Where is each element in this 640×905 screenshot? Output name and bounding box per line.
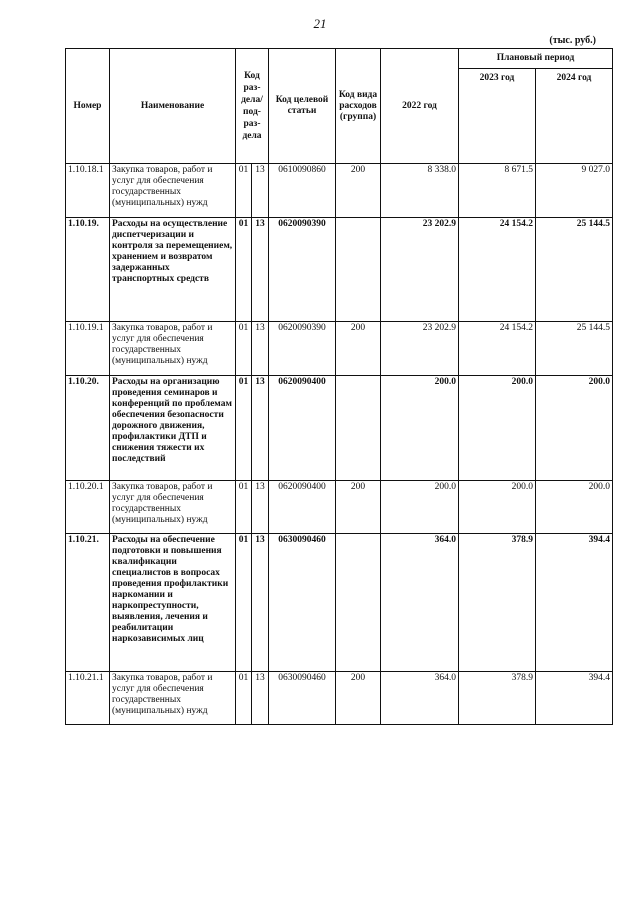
row-expense-type: 200 xyxy=(336,481,381,534)
row-target-article: 0620090400 xyxy=(269,376,336,481)
row-podrazdel: 13 xyxy=(252,376,269,481)
row-value-2024: 25 144.5 xyxy=(536,322,613,376)
header-name: Наименование xyxy=(110,49,236,164)
row-expense-type xyxy=(336,534,381,672)
row-podrazdel: 13 xyxy=(252,218,269,322)
row-value-2024: 394.4 xyxy=(536,534,613,672)
row-expense-type xyxy=(336,218,381,322)
table-row xyxy=(66,218,613,322)
row-name: Расходы на обеспечение подготовки и повышения квалификации специалистов в вопросах проведения профилактики наркомании и наркопреступности, выявления, лечения и реабилитации наркозависимых лиц xyxy=(110,534,236,672)
row-razdel: 01 xyxy=(236,322,252,376)
row-number: 1.10.21.1 xyxy=(66,672,110,725)
row-value-2023: 200.0 xyxy=(459,376,536,481)
row-value-2024: 25 144.5 xyxy=(536,218,613,322)
table-row xyxy=(66,534,613,672)
table-row xyxy=(66,376,613,481)
row-name: Расходы на организацию проведения семинаров и конференций по проблемам обеспечения безопасности дорожного движения, профилактики ДТП и снижения тяжести их последствий xyxy=(110,376,236,481)
row-value-2024: 200.0 xyxy=(536,481,613,534)
row-number: 1.10.18.1 xyxy=(66,164,110,218)
row-name: Закупка товаров, работ и услуг для обеспечения государственных (муниципальных) нужд xyxy=(110,164,236,218)
row-value-2024: 200.0 xyxy=(536,376,613,481)
header-plan-period: Плановый период xyxy=(459,49,613,69)
row-podrazdel: 13 xyxy=(252,672,269,725)
row-podrazdel: 13 xyxy=(252,481,269,534)
row-value-2022: 364.0 xyxy=(381,534,459,672)
row-value-2022: 8 338.0 xyxy=(381,164,459,218)
row-target-article: 0610090860 xyxy=(269,164,336,218)
row-value-2022: 364.0 xyxy=(381,672,459,725)
row-value-2022: 23 202.9 xyxy=(381,322,459,376)
row-target-article: 0630090460 xyxy=(269,534,336,672)
row-expense-type: 200 xyxy=(336,164,381,218)
header-number: Номер xyxy=(66,49,110,164)
row-number: 1.10.20. xyxy=(66,376,110,481)
row-razdel: 01 xyxy=(236,481,252,534)
row-value-2024: 394.4 xyxy=(536,672,613,725)
row-value-2023: 8 671.5 xyxy=(459,164,536,218)
row-number: 1.10.21. xyxy=(66,534,110,672)
row-razdel: 01 xyxy=(236,376,252,481)
page-number: 21 xyxy=(313,16,327,31)
row-razdel: 01 xyxy=(236,164,252,218)
header-2022: 2022 год xyxy=(381,49,459,164)
table-row xyxy=(66,672,613,725)
row-razdel: 01 xyxy=(236,218,252,322)
budget-table xyxy=(65,48,613,725)
table-row xyxy=(66,322,613,376)
row-name: Расходы на осуществление диспетчеризации и контроля за перемещением, хранением и возвратом задержанных транспортных средств xyxy=(110,218,236,322)
row-value-2024: 9 027.0 xyxy=(536,164,613,218)
units-label: (тыс. руб.) xyxy=(549,35,596,46)
row-target-article: 0620090400 xyxy=(269,481,336,534)
row-value-2023: 378.9 xyxy=(459,534,536,672)
row-value-2022: 200.0 xyxy=(381,376,459,481)
header-2023: 2023 год xyxy=(459,69,536,164)
row-name: Закупка товаров, работ и услуг для обеспечения государственных (муниципальных) нужд xyxy=(110,322,236,376)
row-target-article: 0620090390 xyxy=(269,218,336,322)
row-value-2022: 23 202.9 xyxy=(381,218,459,322)
row-expense-type xyxy=(336,376,381,481)
row-number: 1.10.20.1 xyxy=(66,481,110,534)
header-target-article: Код целевой статьи xyxy=(269,49,336,164)
row-name: Закупка товаров, работ и услуг для обеспечения государственных (муниципальных) нужд xyxy=(110,481,236,534)
row-expense-type: 200 xyxy=(336,672,381,725)
header-razdel: Код раз-дела/ под-раз-дела xyxy=(236,49,269,164)
table-row xyxy=(66,481,613,534)
row-number: 1.10.19. xyxy=(66,218,110,322)
header-expense-type: Код вида расходов (группа) xyxy=(336,49,381,164)
row-razdel: 01 xyxy=(236,672,252,725)
table-row xyxy=(66,164,613,218)
row-expense-type: 200 xyxy=(336,322,381,376)
row-target-article: 0620090390 xyxy=(269,322,336,376)
header-2024: 2024 год xyxy=(536,69,613,164)
row-razdel: 01 xyxy=(236,534,252,672)
row-value-2023: 200.0 xyxy=(459,481,536,534)
row-value-2022: 200.0 xyxy=(381,481,459,534)
row-target-article: 0630090460 xyxy=(269,672,336,725)
row-value-2023: 24 154.2 xyxy=(459,218,536,322)
row-number: 1.10.19.1 xyxy=(66,322,110,376)
row-value-2023: 378.9 xyxy=(459,672,536,725)
row-podrazdel: 13 xyxy=(252,534,269,672)
row-name: Закупка товаров, работ и услуг для обеспечения государственных (муниципальных) нужд xyxy=(110,672,236,725)
row-podrazdel: 13 xyxy=(252,322,269,376)
row-podrazdel: 13 xyxy=(252,164,269,218)
row-value-2023: 24 154.2 xyxy=(459,322,536,376)
